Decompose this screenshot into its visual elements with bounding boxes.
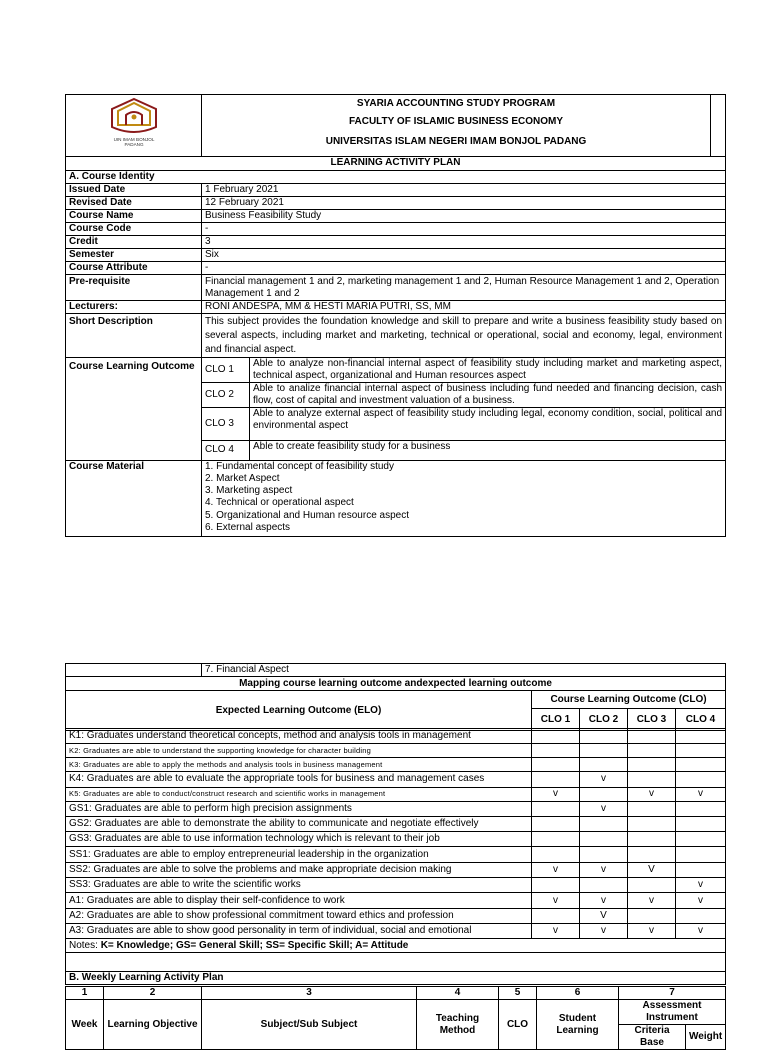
svg-text:UIN IMAM BONJOL: UIN IMAM BONJOL: [113, 137, 154, 143]
course-code-value: -: [202, 222, 726, 235]
semester-label: Semester: [66, 248, 202, 261]
revised-date-value: 12 February 2021: [202, 196, 726, 209]
elo-text: K2: Graduates are able to understand the supporting knowledge for character building: [66, 744, 532, 758]
clo-1-mark: [532, 832, 580, 847]
week-header: Week: [66, 1000, 104, 1050]
elo-text: K4: Graduates are able to evaluate the appropriate tools for business and management cases: [66, 772, 532, 787]
notes-legend: K= Knowledge; GS= General Skill; SS= Specific Skill; A= Attitude: [100, 939, 409, 951]
university-title: UNIVERSITAS ISLAM NEGERI IMAM BONJOL PADANG: [202, 133, 711, 156]
elo-text: A1: Graduates are able to display their self-confidence to work: [66, 893, 532, 908]
col-number-5: 5: [499, 987, 537, 1000]
elo-row: [66, 878, 726, 893]
clo-group-header: Course Learning Outcome (CLO): [532, 691, 726, 709]
clo-2-mark: v: [580, 772, 628, 787]
faculty-title: FACULTY OF ISLAMIC BUSINESS ECONOMY: [348, 116, 564, 127]
clo-col-1: CLO 1: [532, 709, 580, 731]
clo-1-mark: [532, 878, 580, 893]
student-learning-header: Student Learning: [537, 1000, 619, 1050]
learning-objective-header: Learning Objective: [104, 1000, 202, 1050]
prerequisite-label: Pre-requisite: [66, 274, 202, 300]
col-number-7: 7: [619, 987, 726, 1000]
material-item: 2. Market Aspect: [205, 472, 280, 484]
elo-row: [66, 862, 726, 877]
clo-2-mark: [580, 878, 628, 893]
lecturers-label: Lecturers:: [66, 300, 202, 313]
clo-4-mark: [676, 772, 726, 787]
elo-text: SS1: Graduates are able to employ entrepreneurial leadership in the organization: [66, 847, 532, 862]
clo-4-mark: [676, 832, 726, 847]
clo-3-mark: [628, 758, 676, 772]
elo-row: [66, 744, 726, 758]
elo-row: [66, 816, 726, 831]
clo-4-mark: [676, 801, 726, 816]
material-item: 6. External aspects: [205, 521, 291, 533]
clo-1-mark: v: [532, 862, 580, 877]
clo-4-mark: [676, 847, 726, 862]
col-number-1: 1: [66, 987, 104, 1000]
notes-row: [66, 939, 726, 953]
clo-1-mark: [532, 801, 580, 816]
weight-header: Weight: [686, 1025, 726, 1050]
clo-4-mark: v: [676, 878, 726, 893]
weekly-plan-title: B. Weekly Learning Activity Plan: [66, 972, 726, 985]
elo-row: [66, 801, 726, 816]
notes-prefix: Notes:: [69, 939, 101, 951]
clo-1-mark: [532, 744, 580, 758]
clo-3-mark: [628, 878, 676, 893]
header-right-cell: [711, 95, 726, 157]
clo-2-mark: [580, 758, 628, 772]
clo-4-mark: [676, 729, 726, 744]
clo-4-mark: [676, 816, 726, 831]
material-item: 4. Technical or operational aspect: [205, 497, 354, 509]
clo-1-mark: v: [532, 923, 580, 938]
elo-row: [66, 772, 726, 787]
revised-date-label: Revised Date: [66, 196, 202, 209]
blank-row: [66, 953, 726, 972]
clo-3-code: CLO 3: [202, 407, 250, 440]
issued-date-label: Issued Date: [66, 183, 202, 196]
elo-row: [66, 758, 726, 772]
elo-text: GS1: Graduates are able to perform high precision assignments: [66, 801, 532, 816]
clo-4-mark: [676, 908, 726, 923]
clo-1-code: CLO 1: [202, 357, 250, 382]
clo-2-mark: V: [580, 908, 628, 923]
elo-row: [66, 729, 726, 744]
elo-row: [66, 893, 726, 908]
clo-3-mark: [628, 908, 676, 923]
elo-row: [66, 908, 726, 923]
clo-4-mark: v: [676, 923, 726, 938]
clo-1-mark: v: [532, 787, 580, 801]
clo-2-mark: [580, 832, 628, 847]
clo-3-mark: v: [628, 787, 676, 801]
elo-header: Expected Learning Outcome (ELO): [66, 691, 532, 731]
document-title: LEARNING ACTIVITY PLAN: [66, 156, 726, 170]
elo-mapping-table: [65, 663, 726, 731]
elo-text: K5: Graduates are able to conduct/construct research and scientific works in management: [66, 787, 532, 801]
clo-2-mark: v: [580, 862, 628, 877]
clo-4-mark: [676, 758, 726, 772]
material-item: 1. Fundamental concept of feasibility study: [205, 460, 394, 472]
elo-row: [66, 923, 726, 938]
clo-3-mark: [628, 729, 676, 744]
prerequisite-value: Financial management 1 and 2, marketing management 1 and 2, Human Resource Management 1 and 2, Operation Management 1 and 2: [202, 274, 726, 300]
elo-text: GS2: Graduates are able to demonstrate the ability to communicate and negotiate effectively: [66, 816, 532, 831]
credit-value: 3: [202, 235, 726, 248]
clo-3-mark: V: [628, 862, 676, 877]
course-identity-table: [65, 94, 726, 537]
clo-2-mark: [580, 744, 628, 758]
clo-2-mark: [580, 729, 628, 744]
teaching-method-header: Teaching Method: [417, 1000, 499, 1050]
elo-text: A3: Graduates are able to show good personality in term of individual, social and emotional: [66, 923, 532, 938]
clo-4-mark: [676, 862, 726, 877]
clo-3-mark: [628, 744, 676, 758]
elo-row: [66, 847, 726, 862]
clo-header: CLO: [499, 1000, 537, 1050]
clo-col-3: CLO 3: [628, 709, 676, 731]
assessment-instrument-header: Assessment Instrument: [619, 1000, 726, 1025]
clo-col-4: CLO 4: [676, 709, 726, 731]
section-course-identity: A. Course Identity: [66, 170, 726, 183]
credit-label: Credit: [66, 235, 202, 248]
clo-label: Course Learning Outcome: [66, 357, 202, 460]
subject-header: Subject/Sub Subject: [202, 1000, 417, 1050]
clo-3-mark: [628, 832, 676, 847]
clo-2-mark: v: [580, 923, 628, 938]
clo-2-code: CLO 2: [202, 382, 250, 407]
material-cont-empty: [66, 664, 202, 677]
clo-1-mark: [532, 908, 580, 923]
lecturers-value: RONI ANDESPA, MM & HESTI MARIA PUTRI, SS, MM: [202, 300, 726, 313]
program-title: SYARIA ACCOUNTING STUDY PROGRAM: [202, 95, 711, 114]
clo-2-mark: v: [580, 893, 628, 908]
logo-emblem-icon: [104, 97, 164, 149]
short-description-label: Short Description: [66, 313, 202, 357]
clo-3-mark: [628, 801, 676, 816]
clo-3-mark: v: [628, 923, 676, 938]
course-attribute-label: Course Attribute: [66, 261, 202, 274]
course-material-label: Course Material: [66, 460, 202, 536]
clo-1-mark: v: [532, 893, 580, 908]
course-name-label: Course Name: [66, 209, 202, 222]
elo-row: [66, 787, 726, 801]
material-item: 3. Marketing aspect: [205, 485, 293, 497]
material-item-7: 7. Financial Aspect: [202, 664, 726, 677]
clo-1-mark: [532, 772, 580, 787]
elo-text: GS3: Graduates are able to use information technology which is relevant to their job: [66, 832, 532, 847]
material-item: 5. Organizational and Human resource aspect: [205, 509, 410, 521]
clo-3-mark: [628, 816, 676, 831]
elo-text: K1: Graduates understand theoretical concepts, method and analysis tools in management: [66, 729, 532, 744]
col-number-2: 2: [104, 987, 202, 1000]
clo-4-mark: [676, 744, 726, 758]
col-number-6: 6: [537, 987, 619, 1000]
course-name-value: Business Feasibility Study: [202, 209, 726, 222]
clo-1-mark: [532, 816, 580, 831]
clo-3-mark: [628, 847, 676, 862]
clo-col-2: CLO 2: [580, 709, 628, 731]
clo-2-mark: [580, 816, 628, 831]
semester-value: Six: [202, 248, 726, 261]
course-code-label: Course Code: [66, 222, 202, 235]
clo-2-mark: v: [580, 801, 628, 816]
elo-row: [66, 832, 726, 847]
course-attribute-value: -: [202, 261, 726, 274]
col-number-3: 3: [202, 987, 417, 1000]
elo-text: A2: Graduates are able to show professional commitment toward ethics and profession: [66, 908, 532, 923]
issued-date-value: 1 February 2021: [202, 183, 726, 196]
clo-4-text: Able to create feasibility study for a business: [250, 440, 726, 460]
clo-2-mark: [580, 787, 628, 801]
short-description-value: This subject provides the foundation knowledge and skill to prepare and write a business feasibility study based on several aspects, including market and marketing, technical or operational, social and economy, legal, environment and financial aspect.: [202, 313, 726, 357]
university-logo: [66, 95, 202, 157]
clo-1-mark: [532, 847, 580, 862]
clo-4-mark: v: [676, 893, 726, 908]
clo-1-text: Able to analyze non-financial internal aspect of feasibility study including market and marketing aspect, technical aspect, organizational and Human resources aspect: [250, 357, 726, 382]
clo-3-mark: v: [628, 893, 676, 908]
elo-text: K3: Graduates are able to apply the methods and analysis tools in business management: [66, 758, 532, 772]
clo-2-mark: [580, 847, 628, 862]
clo-4-mark: v: [676, 787, 726, 801]
svg-text:PADANG: PADANG: [123, 142, 144, 148]
elo-rows-table: [65, 728, 726, 985]
clo-1-mark: [532, 729, 580, 744]
col-number-4: 4: [417, 987, 499, 1000]
material-list: [205, 461, 722, 535]
clo-4-code: CLO 4: [202, 440, 250, 460]
clo-3-text: Able to analyze external aspect of feasibility study including legal, economy condition, social, political and environmental aspect: [250, 407, 726, 440]
elo-text: SS2: Graduates are able to solve the problems and make appropriate decision making: [66, 862, 532, 877]
clo-1-mark: [532, 758, 580, 772]
criteria-base-header: Criteria Base: [619, 1025, 686, 1050]
clo-2-text: Able to analize financial internal aspect of business including fund needed and financing decision, cash flow, cost of capital and investment valuation of a business.: [250, 382, 726, 407]
clo-3-mark: [628, 772, 676, 787]
elo-text: SS3: Graduates are able to write the scientific works: [66, 878, 532, 893]
mapping-title: Mapping course learning outcome andexpected learning outcome: [66, 677, 726, 691]
weekly-plan-table: [65, 986, 726, 1050]
course-material-list: [202, 460, 726, 536]
